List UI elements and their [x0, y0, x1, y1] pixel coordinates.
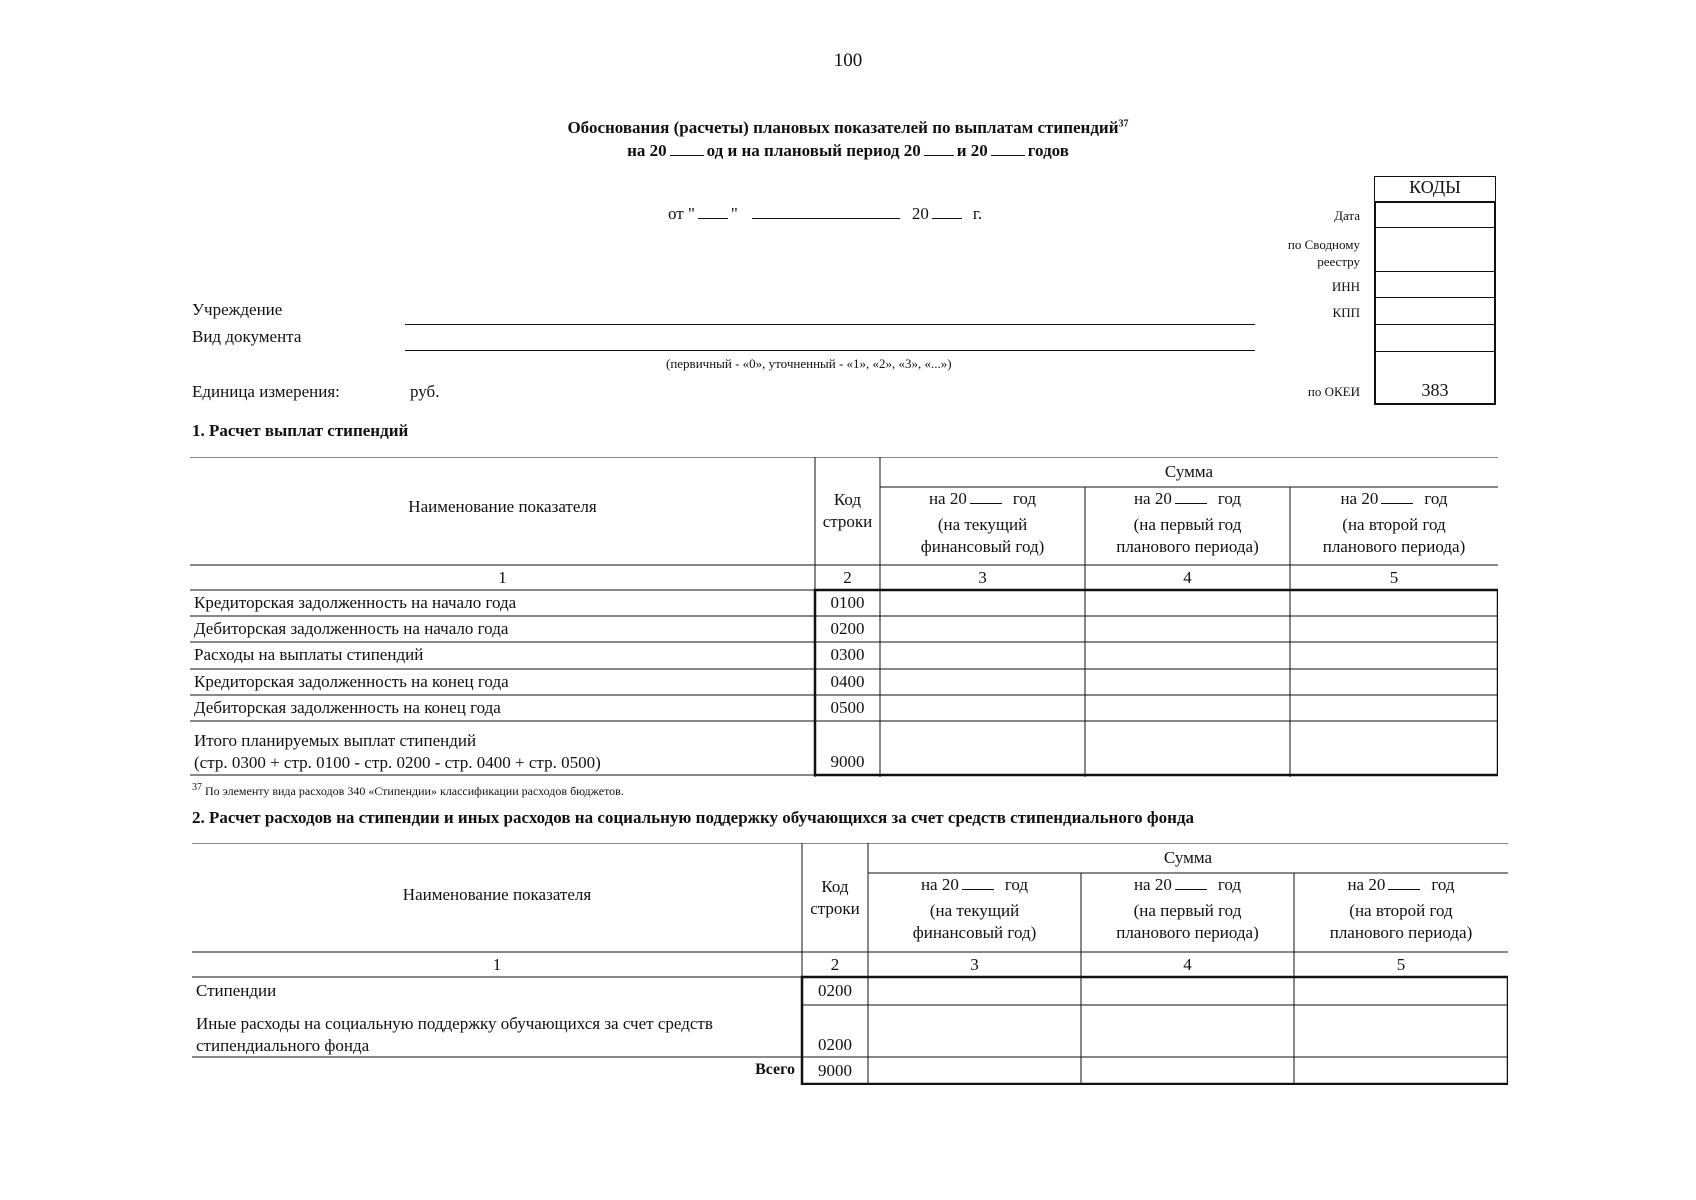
date-line: [668, 204, 982, 224]
title-period-c: и 20: [956, 141, 988, 160]
s2-col5-header: на 20 год (на второй год планового периода): [1329, 875, 1473, 942]
footnote: $^{37}$ По элементу вида расходов 340 «Стипендии» классификации расходов бюджетов.: [192, 782, 624, 798]
doc-type-hint: (первичный - «0», уточненный - «1», «2», «3», «...»): [666, 356, 952, 371]
s2-row-name: Иные расходы на социальную поддержку обучающихся за счет средств стипендиального фонда: [196, 1014, 713, 1055]
s2-row-code: 0200: [818, 1035, 852, 1054]
title-period-a: на 20: [627, 141, 667, 160]
s1-num-5: 5: [1389, 568, 1399, 587]
s2-num-5: 5: [1396, 955, 1406, 974]
code-label-okei: по ОКЕИ: [1307, 384, 1360, 399]
okei-value[interactable]: 383: [1421, 380, 1449, 400]
s2-row-code: 0200: [818, 981, 852, 1000]
s1-num-4: 4: [1183, 568, 1192, 587]
title-period: [0, 141, 1696, 161]
unit-value: руб.: [410, 382, 440, 401]
s2-total-label: Всего: [755, 1061, 795, 1078]
s1-row-name: Кредиторская задолженность на конец года: [194, 672, 509, 691]
institution-label: Учреждение: [192, 300, 283, 319]
s1-row-name: Дебиторская задолженность на начало года: [194, 619, 509, 638]
s2-col-code-header: Код строки: [810, 877, 860, 918]
s2-col3-header: на 20 год (на текущий финансовый год): [912, 875, 1037, 942]
unit-label: Единица измерения:: [192, 382, 340, 401]
document-title: [0, 118, 1696, 138]
s1-num-2: 2: [843, 568, 852, 587]
s1-num-1: 1: [498, 568, 507, 587]
year-blank-2[interactable]: [924, 154, 954, 156]
code-label-inn: ИНН: [1331, 279, 1360, 294]
s1-col-name-header: Наименование показателя: [408, 497, 597, 516]
title-period-d: годов: [1027, 141, 1069, 160]
s1-num-3: 3: [978, 568, 987, 587]
codes-header: КОДЫ: [1374, 176, 1496, 201]
s1-row-code: 0200: [830, 619, 865, 638]
title-period-b: од и на плановый период 20: [706, 141, 921, 160]
s2-num-2: 2: [830, 955, 840, 974]
date-year: 20: [911, 204, 929, 223]
doc-type-label: Вид документа: [192, 327, 302, 346]
s2-num-3: 3: [970, 955, 979, 974]
s1-row-name: Дебиторская задолженность на конец года: [194, 698, 501, 717]
date-from: от ": [668, 204, 695, 223]
s1-col3-header: на 20 год (на текущий финансовый год): [920, 489, 1045, 556]
s2-col-name-header: Наименование показателя: [402, 885, 592, 904]
s1-row-code: 0300: [830, 645, 865, 664]
s2-num-1: 1: [492, 955, 502, 974]
s1-col-code-header: Код строки: [822, 490, 873, 531]
s1-row-code: 0500: [830, 698, 865, 717]
year-blank-1[interactable]: [670, 154, 704, 156]
section2-title: 2. Расчет расходов на стипендии и иных расходов на социальную поддержку обучающихся за счет средств стипендиального фонда: [192, 808, 1195, 827]
s2-col4-header: на 20 год (на первый год планового периода): [1116, 875, 1259, 942]
code-label-date: Дата: [1334, 208, 1360, 223]
code-label-registry: по Сводному реестру: [1287, 237, 1360, 269]
month-blank[interactable]: [752, 217, 900, 219]
s1-row-total-name: Итого планируемых выплат стипендий (стр. 0300 + стр. 0100 - стр. 0200 - стр. 0400 + стр. 0500): [194, 731, 601, 772]
s2-sum-header: Сумма: [1163, 848, 1213, 867]
s1-row-code: 0100: [830, 593, 865, 612]
s1-sum-header: Сумма: [1164, 462, 1214, 481]
s2-num-4: 4: [1183, 955, 1192, 974]
section1-table: [190, 457, 1498, 777]
date-year-blank[interactable]: [932, 217, 962, 219]
date-quote: ": [730, 204, 738, 223]
s1-row-code: 0400: [830, 672, 865, 691]
s1-row-name: Расходы на выплаты стипендий: [194, 645, 424, 664]
s1-col4-header: на 20 год (на первый год планового периода): [1116, 489, 1259, 556]
codes-box: [1374, 201, 1496, 405]
s1-row-name: Кредиторская задолженность на начало года: [194, 593, 517, 612]
day-blank[interactable]: [698, 217, 728, 219]
s2-row-name: Стипендии: [196, 981, 277, 1000]
section1-title: 1. Расчет выплат стипендий: [192, 421, 409, 440]
s1-row-total-code: 9000: [830, 752, 865, 771]
section2-table: [192, 843, 1508, 1085]
code-label-kpp: КПП: [1332, 305, 1360, 320]
institution-field[interactable]: [405, 324, 1255, 325]
year-blank-3[interactable]: [991, 154, 1025, 156]
date-g: г.: [972, 204, 983, 223]
title-line1: Обоснования (расчеты) плановых показателей по выплатам стипендий: [567, 118, 1119, 137]
s1-col5-header: на 20 год (на второй год планового периода): [1322, 489, 1466, 556]
title-footnote-mark: 37: [1118, 118, 1129, 130]
page-number: 100: [833, 50, 863, 71]
s2-total-code: 9000: [818, 1061, 852, 1080]
doc-type-field[interactable]: [405, 350, 1255, 351]
